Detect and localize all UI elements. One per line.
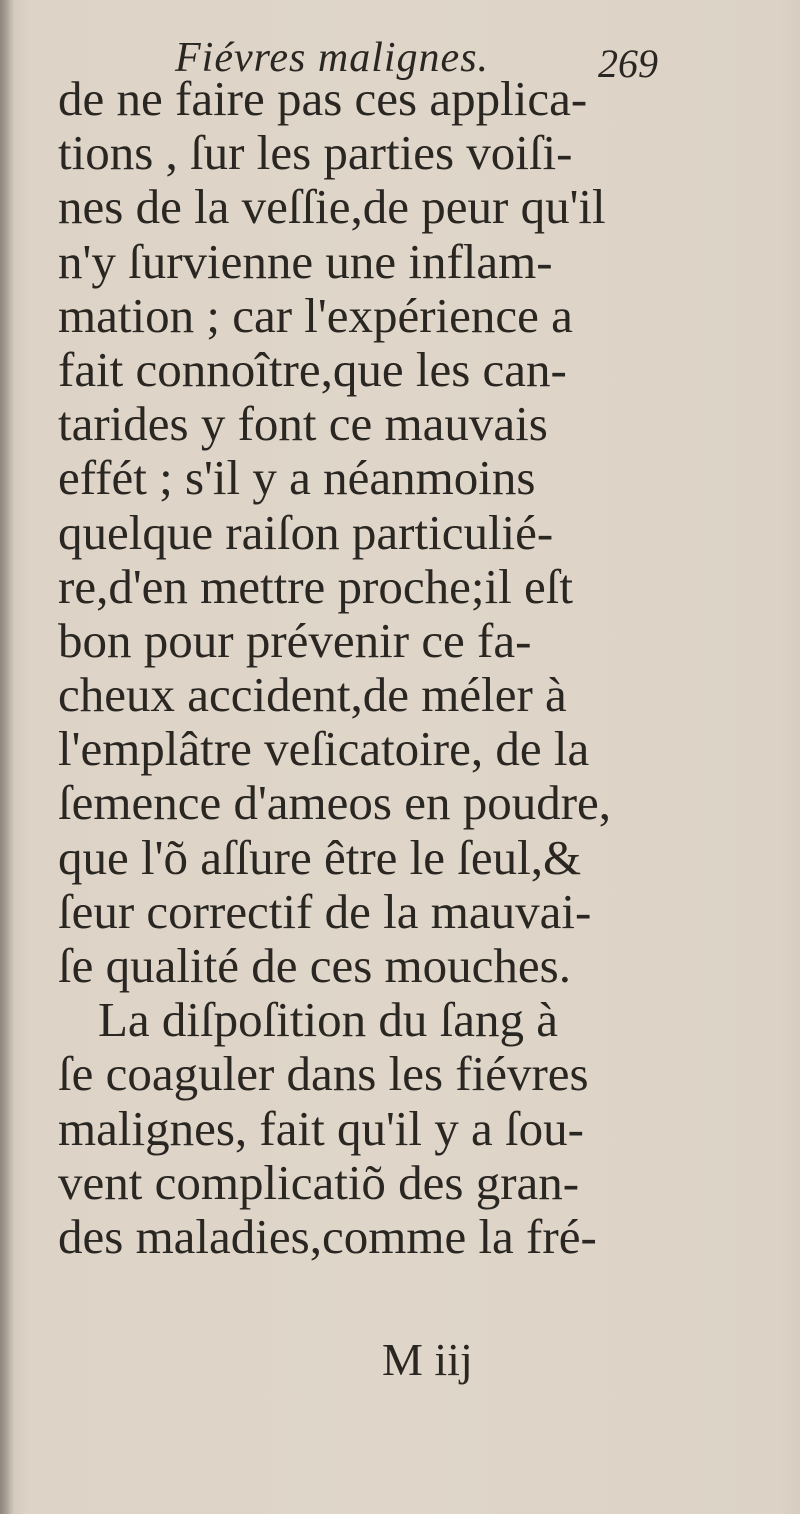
text-line: effét ; s'il y a néanmoins [58, 450, 536, 506]
text-line: l'emplâtre veſicatoire, de la [58, 721, 590, 777]
binding-shadow [0, 0, 14, 1514]
text-line: quelque raiſon particulié- [58, 504, 554, 560]
text-line: bon pour prévenir ce fa- [58, 612, 532, 668]
text-line: tions , ſur les parties voiſi- [58, 125, 573, 181]
text-line: ſemence d'ameos en poudre, [58, 775, 612, 831]
page-footer [0, 1325, 800, 1385]
text-line: malignes, fait qu'il y a ſou- [58, 1100, 584, 1156]
text-line: des maladies,comme la fré- [58, 1208, 597, 1264]
text-line: mation ; car l'expérience a [58, 287, 573, 343]
text-line: ſe coaguler dans les fiévres [58, 1046, 589, 1102]
body-text [58, 72, 738, 1264]
running-title: Fiévres malignes. [175, 35, 490, 81]
text-line: fait connoître,que les can- [58, 341, 567, 397]
text-line: cheux accident,de méler à [58, 667, 567, 723]
text-line: vent complicatiõ des gran- [58, 1154, 580, 1210]
text-line: ſe qualité de ces mouches. [58, 938, 571, 993]
text-line: ſeur correctif de la mauvai- [58, 883, 592, 939]
text-line: de ne faire pas ces applica- [58, 71, 588, 126]
text-line: n'y ſurvienne une inflam- [58, 233, 553, 289]
text-line: nes de la veſſie,de peur qu'il [58, 179, 606, 235]
text-line: tarides y font ce mauvais [58, 396, 548, 452]
page-number: 269 [598, 41, 658, 86]
paragraph-start-line: La diſpoſition du ſang à [98, 992, 558, 1048]
text-line: re,d'en mettre proche;il eſt [58, 558, 573, 614]
signature-mark: M iij [382, 1334, 473, 1385]
text-line: que l'õ aſſure être le ſeul,& [58, 829, 582, 885]
